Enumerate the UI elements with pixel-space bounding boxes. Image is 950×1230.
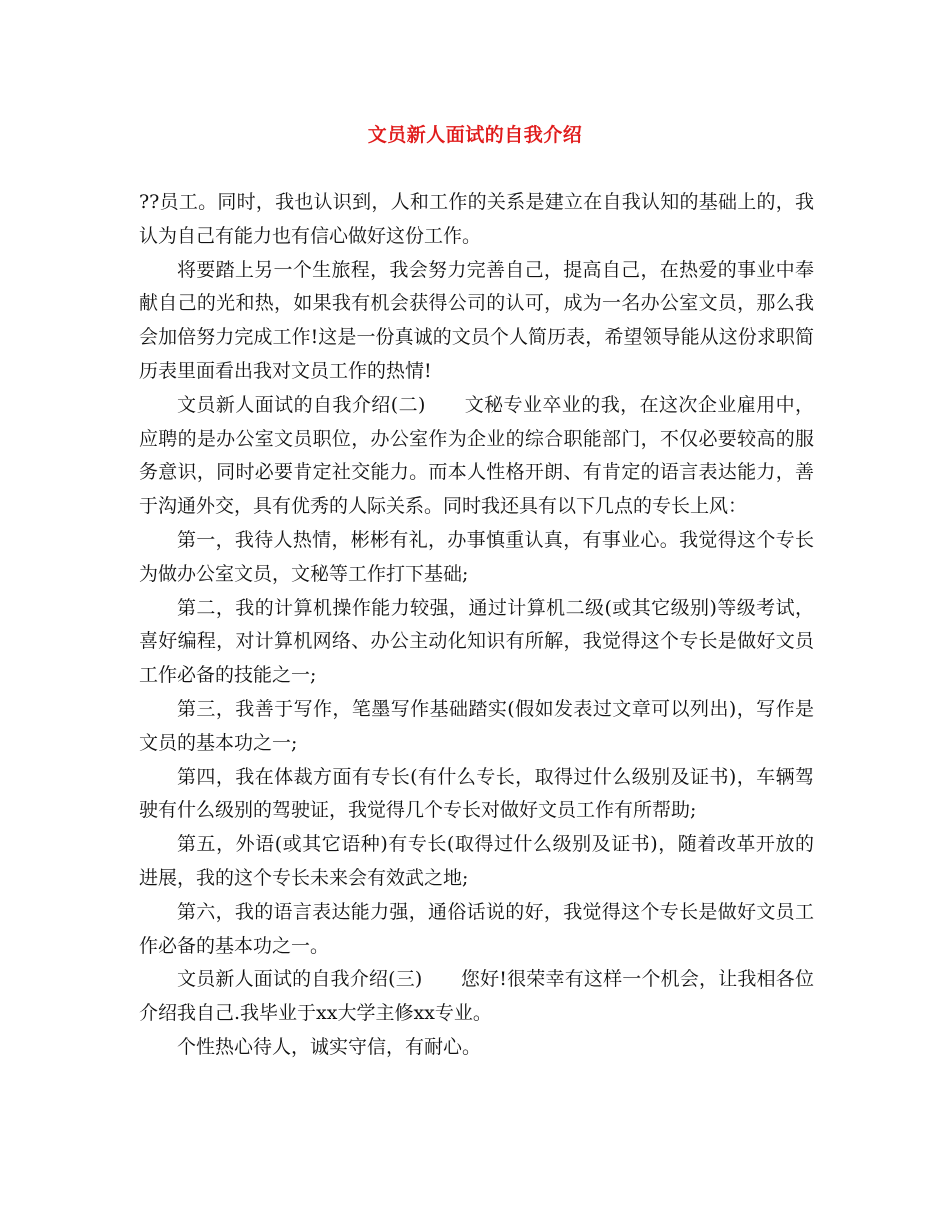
paragraph-9: 第六，我的语言表达能力强，通俗话说的好，我觉得这个专长是做好文员工作必备的基本功之一。 <box>139 900 814 957</box>
paragraph-4: 第一，我待人热情，彬彬有礼，办事慎重认真，有事业心。我觉得这个专长为做办公室文员，文秘等工作打下基础; <box>139 528 814 585</box>
document-body <box>139 186 814 1065</box>
paragraph-5: 第二，我的计算机操作能力较强，通过计算机二级(或其它级别)等级考试，喜好编程，对计算机网络、办公主动化知识有所解，我觉得这个专长是做好文员工作必备的技能之一; <box>139 596 814 687</box>
paragraph-8: 第五，外语(或其它语种)有专长(取得过什么级别及证书)，随着改革开放的进展，我的这个专长未来会有效武之地; <box>139 833 814 889</box>
paragraph-7: 第四，我在体裁方面有专长(有什么专长，取得过什么级别及证书)，车辆驾驶有什么级别的驾驶证，我觉得几个专长对做好文员工作有所帮助; <box>139 765 814 822</box>
paragraph-10: 文员新人面试的自我介绍(三) 您好!很荣幸有这样一个机会，让我相各位介绍我自己.我毕业于xx大学主修xx专业。 <box>139 968 814 1025</box>
paragraph-11: 个性热心待人，诚实守信，有耐心。 <box>177 1035 482 1058</box>
paragraph-2: 将要踏上另一个生旅程，我会努力完善自己，提高自己，在热爱的事业中奉献自己的光和热，如果我有机会获得公司的认可，成为一名办公室文员，那么我会加倍努力完成工作!这是一份真诚的文员个人简历表，希望领导能从这份求职简历表里面看出我对文员工作的热情! <box>139 258 814 382</box>
document-title: 文员新人面试的自我介绍 <box>367 124 583 146</box>
paragraph-1: ??员工。同时，我也认识到，人和工作的关系是建立在自我认知的基础上的，我认为自己有能力也有信心做好这份工作。 <box>139 191 814 247</box>
paragraph-3: 文员新人面试的自我介绍(二) 文秘专业卒业的我，在这次企业雇用中，应聘的是办公室文员职位，办公室作为企业的综合职能部门，不仅必要较高的服务意识，同时必要肯定社交能力。而本人性格开朗、有肯定的语言表达能力，善于沟通外交，具有优秀的人际关系。同时我还具有以下几点的专长上风： <box>139 393 814 518</box>
paragraph-6: 第三，我善于写作，笔墨写作基础踏实(假如发表过文章可以列出)，写作是文员的基本功之一; <box>139 697 814 754</box>
